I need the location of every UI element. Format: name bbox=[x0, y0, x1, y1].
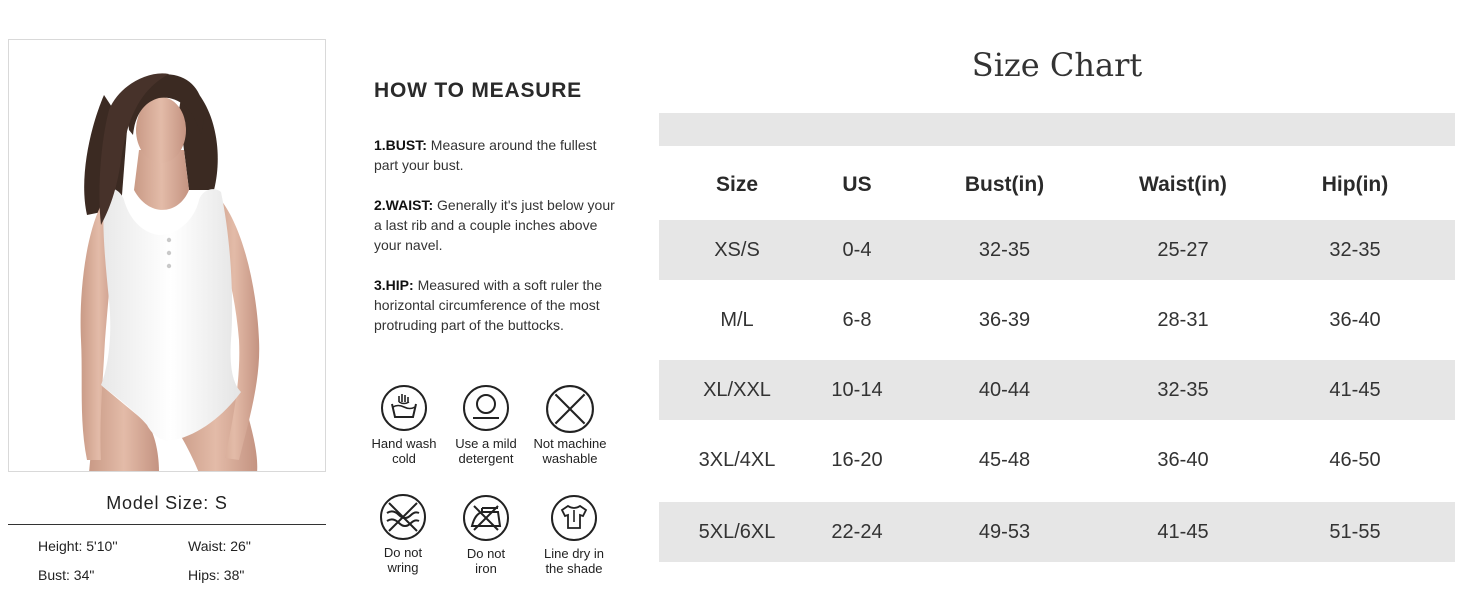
care-hand-wash-line2: cold bbox=[392, 451, 416, 466]
no-machine-wash-icon bbox=[545, 384, 595, 434]
model-hips: Hips: 38" bbox=[188, 567, 245, 583]
cell-size: M/L bbox=[720, 308, 754, 331]
measure-waist-text: Generally it's just below your a last rib and a couple inches above your navel. bbox=[374, 197, 615, 253]
size-chart-header-row bbox=[659, 155, 1455, 215]
cell-bust: 49-53 bbox=[978, 520, 1031, 543]
measure-hip bbox=[374, 275, 624, 335]
cell-size: XS/S bbox=[714, 238, 760, 261]
care-no-machine-wash bbox=[527, 384, 613, 466]
cell-waist: 25-27 bbox=[1157, 238, 1209, 261]
cell-size: 3XL/4XL bbox=[698, 448, 776, 471]
measure-bust bbox=[374, 135, 624, 175]
mild-detergent-icon bbox=[462, 384, 510, 432]
cell-us: 0-4 bbox=[842, 238, 872, 261]
cell-bust: 32-35 bbox=[978, 238, 1031, 261]
cell-bust: 45-48 bbox=[978, 448, 1031, 471]
how-to-measure-title: HOW TO MEASURE bbox=[374, 79, 582, 102]
do-not-iron-icon bbox=[462, 494, 510, 542]
table-row bbox=[659, 290, 1455, 350]
care-line-dry-shade bbox=[531, 494, 617, 576]
care-no-machine-wash-line1: Not machine bbox=[533, 436, 607, 451]
table-row bbox=[659, 430, 1455, 490]
cell-us: 16-20 bbox=[831, 448, 883, 471]
care-mild-detergent-line2: detergent bbox=[458, 451, 514, 466]
cell-waist: 36-40 bbox=[1157, 448, 1209, 471]
model-size-label: Model Size: S bbox=[106, 493, 228, 513]
care-do-not-wring bbox=[360, 493, 446, 575]
care-hand-wash-line1: Hand wash bbox=[371, 436, 437, 451]
size-chart-top-band bbox=[659, 113, 1455, 146]
care-mild-detergent bbox=[443, 384, 529, 466]
table-row bbox=[659, 220, 1455, 280]
header-us: US bbox=[842, 173, 872, 196]
header-hip: Hip(in) bbox=[1321, 173, 1389, 196]
care-line-dry-shade-line2: the shade bbox=[545, 561, 603, 576]
do-not-wring-icon bbox=[379, 493, 427, 541]
header-waist: Waist(in) bbox=[1139, 173, 1227, 196]
care-do-not-iron bbox=[443, 494, 529, 576]
measure-hip-text: Measured with a soft ruler the horizontal circumference of the most protruding part of the buttocks. bbox=[374, 277, 602, 333]
model-height: Height: 5'10'' bbox=[38, 538, 118, 554]
care-no-machine-wash-line2: washable bbox=[542, 451, 598, 466]
cell-us: 6-8 bbox=[842, 308, 872, 331]
header-bust: Bust(in) bbox=[964, 173, 1045, 196]
cell-bust: 40-44 bbox=[978, 378, 1031, 401]
measure-bust-label: 1.BUST: bbox=[374, 137, 427, 153]
cell-size: 5XL/6XL bbox=[698, 520, 776, 543]
cell-hip: 36-40 bbox=[1329, 308, 1381, 331]
care-do-not-wring-line1: Do not bbox=[383, 545, 423, 560]
model-photo bbox=[8, 39, 326, 472]
measure-bust-text: Measure around the fullest part your bust. bbox=[374, 137, 597, 173]
care-line-dry-shade-line1: Line dry in bbox=[544, 546, 604, 561]
header-size: Size bbox=[715, 173, 759, 196]
table-row bbox=[659, 502, 1455, 562]
care-do-not-wring-line2: wring bbox=[387, 560, 419, 575]
cell-hip: 51-55 bbox=[1329, 520, 1381, 543]
care-do-not-iron-line1: Do not bbox=[466, 546, 506, 561]
line-dry-shade-icon bbox=[550, 494, 598, 542]
model-bust: Bust: 34" bbox=[38, 567, 95, 583]
measure-waist bbox=[374, 195, 624, 255]
cell-hip: 41-45 bbox=[1329, 378, 1381, 401]
cell-us: 22-24 bbox=[831, 520, 883, 543]
cell-size: XL/XXL bbox=[703, 378, 771, 401]
cell-waist: 41-45 bbox=[1157, 520, 1209, 543]
model-waist: Waist: 26" bbox=[188, 538, 251, 554]
cell-hip: 32-35 bbox=[1329, 238, 1381, 261]
model-illustration bbox=[9, 40, 326, 472]
table-row bbox=[659, 360, 1455, 420]
cell-us: 10-14 bbox=[831, 378, 883, 401]
care-hand-wash bbox=[361, 384, 447, 466]
measure-hip-label: 3.HIP: bbox=[374, 277, 414, 293]
hand-wash-icon bbox=[380, 384, 428, 432]
care-mild-detergent-line1: Use a mild bbox=[455, 436, 517, 451]
measure-waist-label: 2.WAIST: bbox=[374, 197, 434, 213]
cell-waist: 28-31 bbox=[1157, 308, 1209, 331]
care-do-not-iron-line2: iron bbox=[475, 561, 497, 576]
cell-waist: 32-35 bbox=[1157, 378, 1209, 401]
model-divider bbox=[8, 524, 326, 525]
cell-hip: 46-50 bbox=[1329, 448, 1381, 471]
size-chart-title: Size Chart bbox=[971, 46, 1143, 84]
cell-bust: 36-39 bbox=[978, 308, 1031, 331]
